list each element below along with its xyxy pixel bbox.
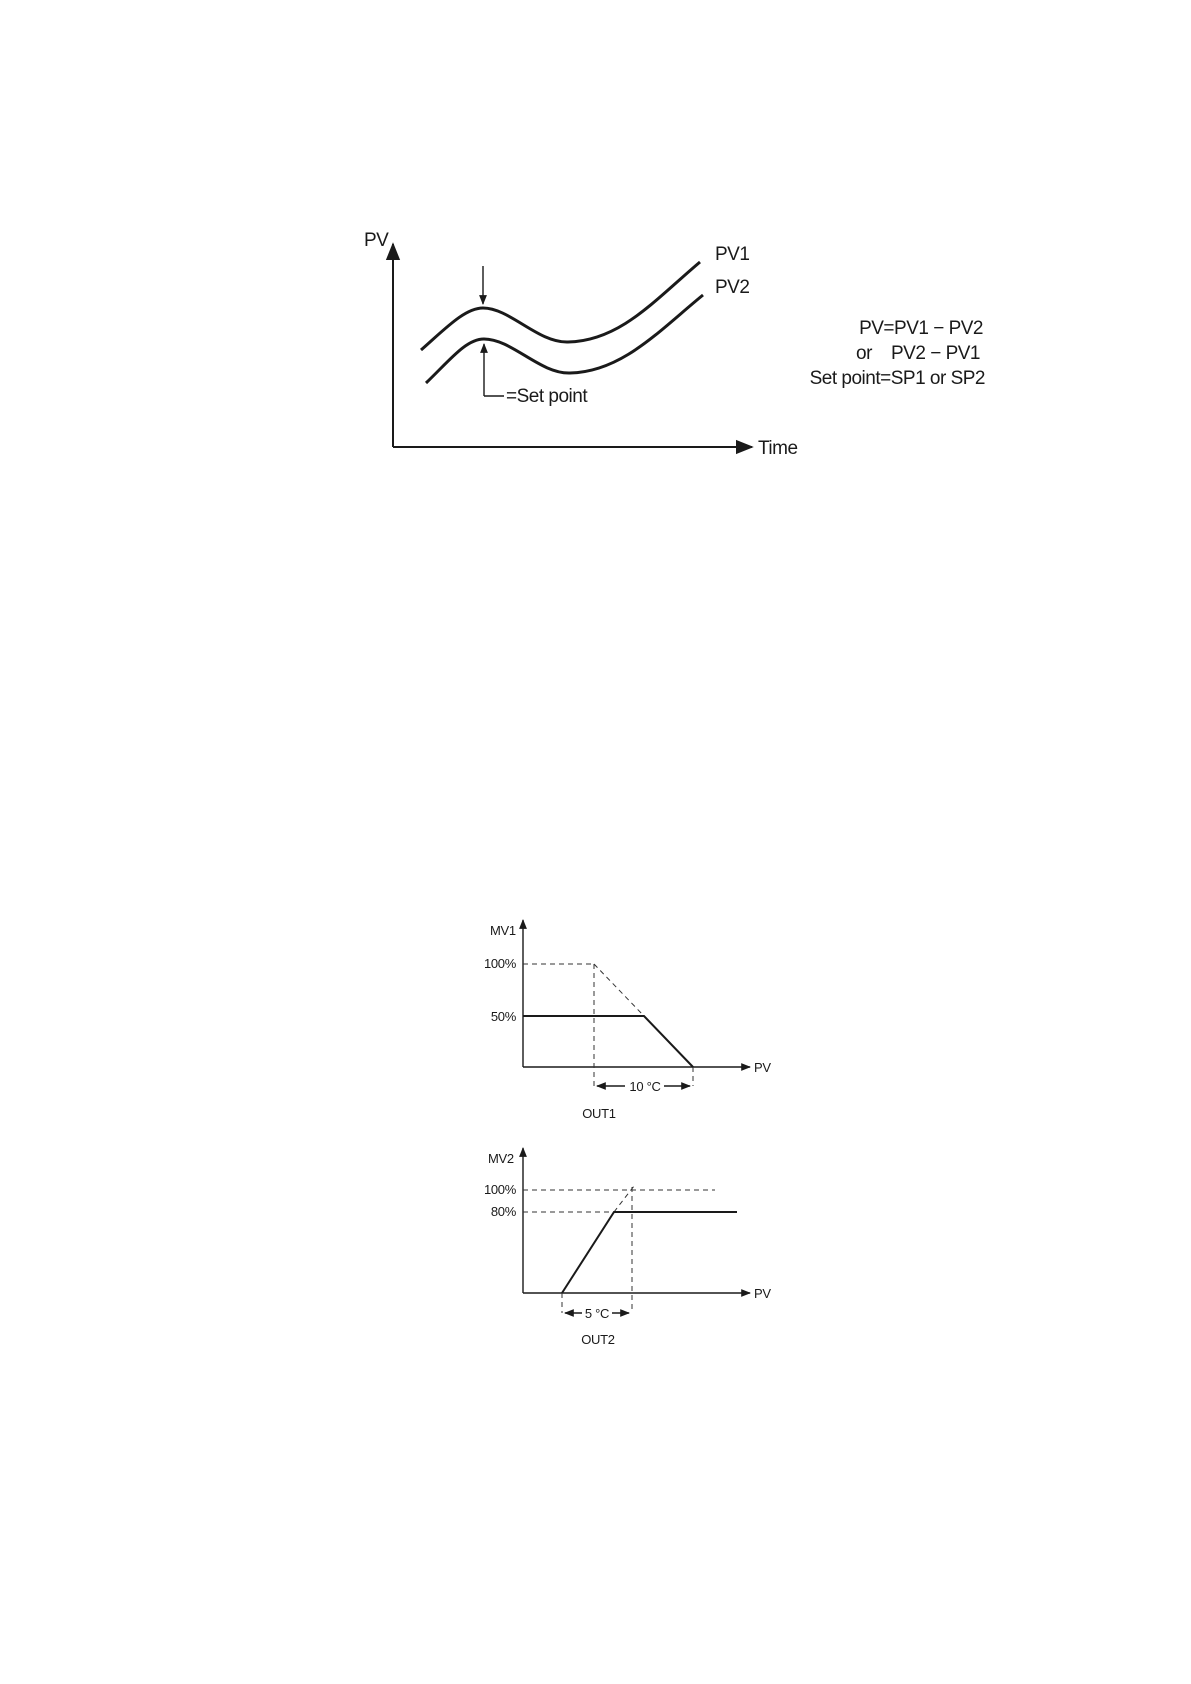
pv1-label: PV1 xyxy=(715,244,750,265)
mv2-tick-80: 80% xyxy=(490,1204,516,1219)
mv2-axis-label: MV2 xyxy=(488,1151,514,1166)
mv2-out2-diagram xyxy=(484,1148,771,1347)
mv1-span-label: 10 °C xyxy=(629,1079,661,1094)
mv1-slope-extension xyxy=(594,964,644,1016)
mv2-tick-100: 100% xyxy=(483,1182,516,1197)
pv2-label: PV2 xyxy=(715,277,750,298)
mv1-pv-axis-label: PV xyxy=(754,1060,771,1075)
mv1-tick-50: 50% xyxy=(490,1009,516,1024)
out1-caption: OUT1 xyxy=(582,1106,616,1121)
formula-line-3: Set point=SP1 or SP2 xyxy=(809,368,985,389)
mv1-out1-diagram xyxy=(484,920,771,1121)
mv2-output-line xyxy=(562,1212,737,1293)
mv2-span-label: 5 °C xyxy=(584,1306,610,1321)
mv1-output-line xyxy=(523,1016,693,1067)
pv-time-diagram xyxy=(364,230,985,459)
formula-line-2: or PV2 − PV1 xyxy=(856,343,980,364)
out2-caption: OUT2 xyxy=(581,1332,615,1347)
mv1-axis-label: MV1 xyxy=(490,923,516,938)
formula-line-1: PV=PV1 − PV2 xyxy=(859,318,983,339)
pv-axis-label: PV xyxy=(364,230,389,251)
pv1-curve xyxy=(421,262,700,350)
time-axis-label: Time xyxy=(758,438,798,459)
setpoint-label: =Set point xyxy=(506,386,588,407)
mv2-pv-axis-label: PV xyxy=(754,1286,771,1301)
mv1-tick-100: 100% xyxy=(483,956,516,971)
pv2-curve xyxy=(426,295,703,383)
